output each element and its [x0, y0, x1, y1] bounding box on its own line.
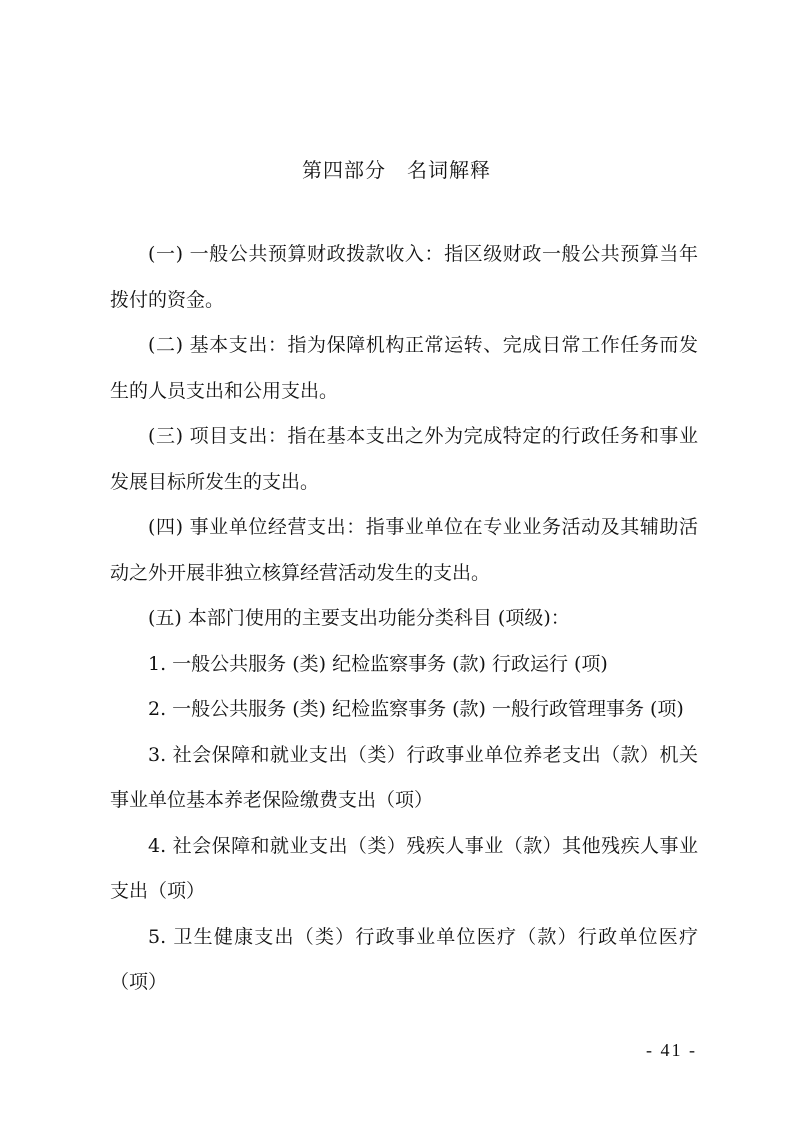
list-item-3: 3. 社会保障和就业支出（类）行政事业单位养老支出（款）机关事业单位基本养老保险缴费支出（项）	[110, 743, 698, 811]
list-item-4: 4. 社会保障和就业支出（类）残疾人事业（款）其他残疾人事业支出（项）	[110, 834, 698, 902]
paragraph-4: (四) 事业单位经营支出：指事业单位在专业业务活动及其辅助活动之外开展非独立核算经营活动发生的支出。	[110, 516, 698, 584]
paragraph-1: (一) 一般公共预算财政拨款收入：指区级财政一般公共预算当年拨付的资金。	[110, 243, 698, 311]
paragraph-2: (二) 基本支出：指为保障机构正常运转、完成日常工作任务而发生的人员支出和公用支出。	[110, 334, 698, 402]
document-body	[110, 232, 698, 1006]
list-item-5: 5. 卫生健康支出（类）行政事业单位医疗（款）行政单位医疗（项）	[110, 925, 698, 993]
page-title: 第四部分 名词解释	[302, 158, 491, 182]
paragraph-5: (五) 本部门使用的主要支出功能分类科目 (项级)：	[148, 607, 570, 629]
paragraph-3: (三) 项目支出：指在基本支出之外为完成特定的行政任务和事业发展目标所发生的支出。	[110, 425, 698, 493]
page-number: - 41 -	[646, 1040, 697, 1060]
list-item-2: 2. 一般公共服务 (类) 纪检监察事务 (款) 一般行政管理事务 (项)	[148, 698, 684, 720]
list-item-1: 1. 一般公共服务 (类) 纪检监察事务 (款) 行政运行 (项)	[148, 652, 608, 675]
